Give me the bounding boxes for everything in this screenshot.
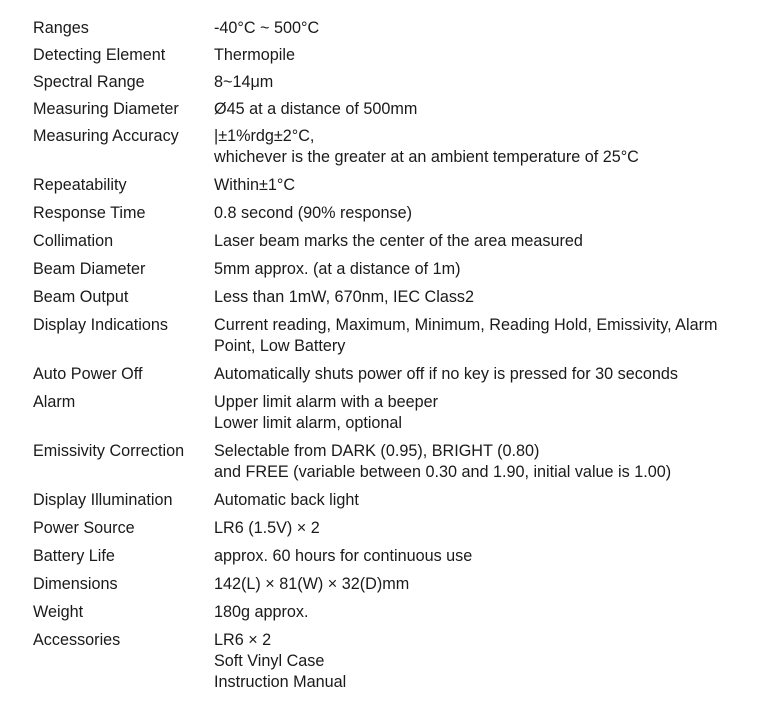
spec-label: Weight: [33, 603, 84, 621]
spec-row: [33, 72, 758, 93]
spec-label: Alarm: [33, 393, 76, 411]
spec-row: [33, 441, 758, 483]
spec-row: [33, 364, 758, 385]
spec-value: [214, 287, 758, 308]
spec-value-line: Current reading, Maximum, Minimum, Reading Hold, Emissivity, Alarm: [214, 316, 718, 334]
spec-row: [33, 574, 758, 595]
spec-value: [214, 441, 758, 483]
spec-value: [214, 126, 758, 168]
spec-row: [33, 630, 758, 693]
spec-value: [214, 392, 758, 434]
spec-value: [214, 518, 758, 539]
spec-row: [33, 231, 758, 252]
spec-label: Beam Diameter: [33, 260, 146, 278]
spec-value: [214, 45, 758, 66]
spec-value-line: |±1%rdg±2°C,: [214, 127, 315, 145]
spec-value: [214, 99, 758, 120]
spec-value-line: whichever is the greater at an ambient temperature of 25°C: [214, 148, 639, 166]
spec-row: [33, 392, 758, 434]
spec-value: [214, 203, 758, 224]
spec-value-line: Upper limit alarm with a beeper: [214, 393, 439, 411]
spec-value-line: and FREE (variable between 0.30 and 1.90, initial value is 1.00): [214, 463, 672, 481]
spec-value-line: 142(L) × 81(W) × 32(D)mm: [214, 575, 410, 593]
spec-value: [214, 72, 758, 93]
spec-row: [33, 259, 758, 280]
spec-value-line: 180g approx.: [214, 603, 309, 621]
spec-value: [214, 175, 758, 196]
spec-label: Ranges: [33, 19, 89, 37]
spec-row: [33, 99, 758, 120]
spec-row: [33, 518, 758, 539]
spec-value-line: Selectable from DARK (0.95), BRIGHT (0.80): [214, 442, 540, 460]
spec-row: [33, 287, 758, 308]
spec-value-line: -40°C ~ 500°C: [214, 19, 320, 37]
spec-value-line: Within±1°C: [214, 176, 296, 194]
spec-value: [214, 364, 758, 385]
spec-value-line: 8~14μm: [214, 73, 274, 91]
spec-value: [214, 602, 758, 623]
spec-value-line: approx. 60 hours for continuous use: [214, 547, 473, 565]
spec-row: [33, 315, 758, 357]
spec-row: [33, 45, 758, 66]
spec-label: Collimation: [33, 232, 114, 250]
spec-value-line: Soft Vinyl Case: [214, 652, 325, 670]
spec-label: Measuring Accuracy: [33, 127, 179, 145]
spec-label: Dimensions: [33, 575, 118, 593]
spec-value-line: 5mm approx. (at a distance of 1m): [214, 260, 461, 278]
spec-label: Spectral Range: [33, 73, 145, 91]
spec-value-line: Automatically shuts power off if no key is pressed for 30 seconds: [214, 365, 678, 383]
spec-value-line: LR6 × 2: [214, 631, 272, 649]
spec-label: Power Source: [33, 519, 135, 537]
spec-label: Repeatability: [33, 176, 127, 194]
spec-row: [33, 18, 758, 39]
spec-value: [214, 231, 758, 252]
spec-label: Detecting Element: [33, 46, 166, 64]
spec-value: [214, 18, 758, 39]
spec-label: Emissivity Correction: [33, 442, 185, 460]
spec-value-line: Instruction Manual: [214, 673, 347, 691]
spec-value-line: Point, Low Battery: [214, 337, 346, 355]
spec-label: Display Indications: [33, 316, 168, 334]
spec-label: Measuring Diameter: [33, 100, 179, 118]
spec-row: [33, 546, 758, 567]
spec-table: [33, 18, 758, 693]
spec-value: [214, 574, 758, 595]
spec-value: [214, 630, 758, 693]
spec-value: [214, 259, 758, 280]
spec-value-line: Thermopile: [214, 46, 295, 64]
spec-label: Response Time: [33, 204, 146, 222]
spec-label: Display Illumination: [33, 491, 173, 509]
spec-row: [33, 126, 758, 168]
spec-value: [214, 315, 758, 357]
spec-label: Auto Power Off: [33, 365, 143, 383]
spec-value-line: Ø45 at a distance of 500mm: [214, 100, 418, 118]
spec-value-line: Less than 1mW, 670nm, IEC Class2: [214, 288, 475, 306]
spec-value-line: Laser beam marks the center of the area measured: [214, 232, 583, 250]
spec-label: Beam Output: [33, 288, 129, 306]
spec-row: [33, 490, 758, 511]
spec-row: [33, 175, 758, 196]
spec-value-line: 0.8 second (90% response): [214, 204, 412, 222]
spec-row: [33, 203, 758, 224]
spec-value-line: Lower limit alarm, optional: [214, 414, 403, 432]
spec-value: [214, 546, 758, 567]
spec-label: Accessories: [33, 631, 121, 649]
spec-row: [33, 602, 758, 623]
spec-value-line: LR6 (1.5V) × 2: [214, 519, 320, 537]
spec-value: [214, 490, 758, 511]
spec-label: Battery Life: [33, 547, 115, 565]
spec-value-line: Automatic back light: [214, 491, 359, 509]
